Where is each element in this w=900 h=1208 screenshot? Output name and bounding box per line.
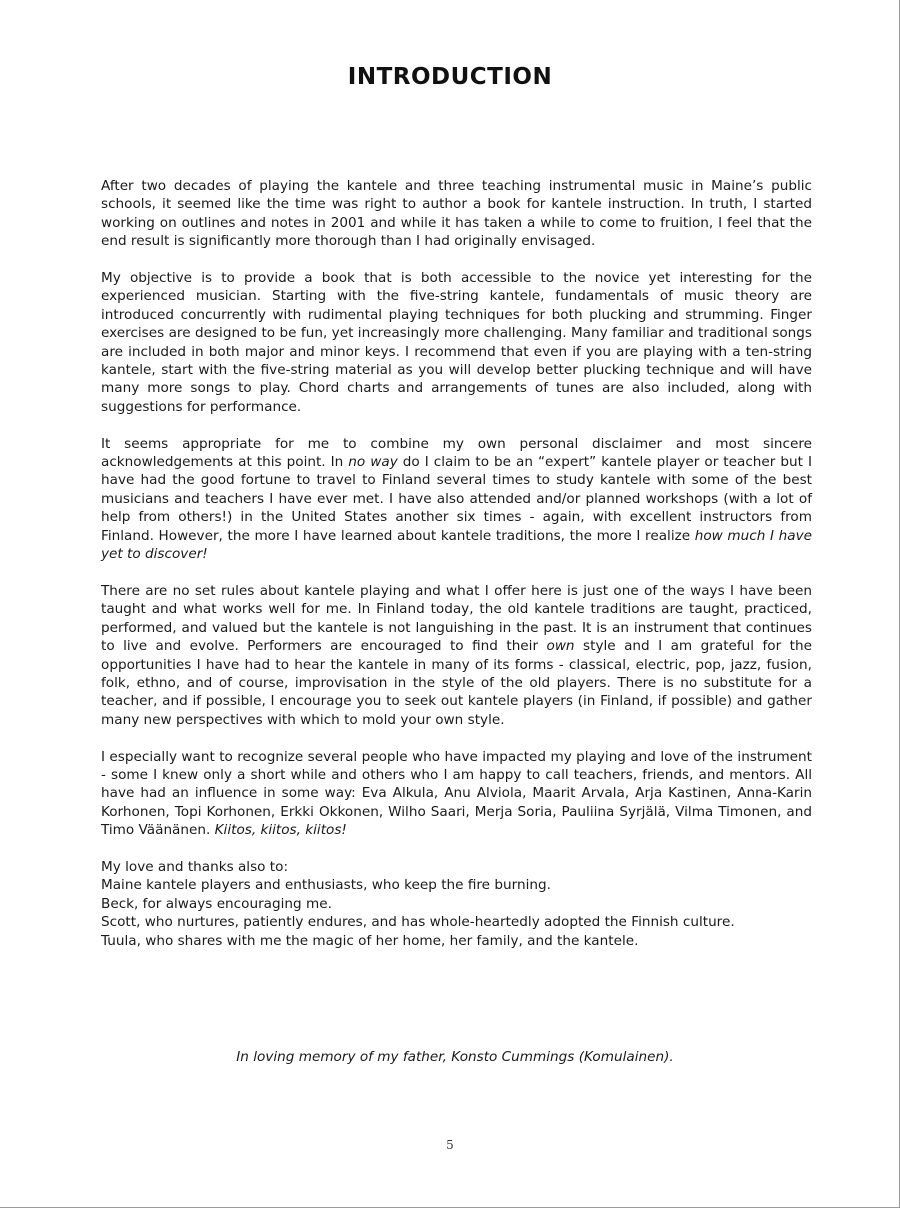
- paragraph-3-text-a: It seems appropriate for me to combine my own personal disclaimer and most sincere acknowledgements at this point. In: [101, 435, 812, 471]
- paragraph-5: [101, 748, 812, 840]
- paragraph-3-emphasis-discover: how much I have yet to discover!: [101, 527, 812, 563]
- paragraph-3: [101, 435, 812, 564]
- body-text: [101, 177, 812, 950]
- paragraph-5-emphasis-kiitos: Kiitos, kiitos, kiitos!: [214, 822, 347, 839]
- page-number: 5: [446, 1138, 454, 1152]
- paragraph-4-emphasis-own: own: [546, 638, 575, 655]
- thanks-line: Beck, for always encouraging me.: [101, 895, 332, 912]
- thanks-list: [101, 858, 812, 950]
- page-title: INTRODUCTION: [347, 64, 553, 90]
- paragraph-4-text-c: style and I am grateful for the opportunities I have had to hear the kantele in many of its forms - classical, electric, pop, jazz, fusion, folk, ethno, and of course, improvisation in the style of the old players. There is no substitute for a teacher, and if possible, I encourage you to seek out kantele players (in Finland, if possible) and gather many new perspectives with which to mold your own style.: [101, 638, 812, 728]
- paragraph-3-text-c: do I claim to be an “expert” kantele player or teacher but I have had the good fortune to travel to Finland several times to study kantele with some of the best musicians and teachers I have ever met. I have also attended and/or planned workshops (with a lot of help from others!) in the United States another six times - again, with excellent instructors from Finland. However, the more I have learned about kantele traditions, the more I realize: [101, 454, 812, 544]
- paragraph-1: After two decades of playing the kantele and three teaching instrumental music in Maine’s public schools, it seemed like the time was right to author a book for kantele instruction. In truth, I started working on outlines and notes in 2001 and while it has taken a while to come to fruition, I feel that the end result is significantly more thorough than I had originally envisaged.: [101, 178, 812, 250]
- thanks-line: Tuula, who shares with me the magic of her home, her family, and the kantele.: [101, 932, 639, 949]
- thanks-line: Scott, who nurtures, patiently endures, and has whole-heartedly adopted the Finnish culture.: [101, 914, 735, 931]
- dedication: In loving memory of my father, Konsto Cummings (Komulainen).: [236, 1049, 674, 1065]
- paragraph-4-text-a: There are no set rules about kantele playing and what I offer here is just one of the ways I have been taught and what works well for me. In Finland today, the old kantele traditions are taught, practiced, performed, and valued but the kantele is not languishing in the past. It is an instrument that continues to live and evolve. Performers are encouraged to find their: [101, 582, 812, 655]
- thanks-line: Maine kantele players and enthusiasts, who keep the fire burning.: [101, 877, 551, 894]
- paragraph-2: My objective is to provide a book that is both accessible to the novice yet interesting for the experienced musician. Starting with the five-string kantele, fundamentals of music theory are introduced concurrently with rudimental playing techniques for both plucking and strumming. Finger exercises are designed to be fun, yet increasingly more challenging. Many familiar and traditional songs are included in both major and minor keys. I recommend that even if you are playing with a ten-string kantele, start with the five-string material as you will develop better plucking technique and will have many more songs to play. Chord charts and arrangements of tunes are also included, along with suggestions for performance.: [101, 270, 812, 415]
- thanks-intro: My love and thanks also to:: [101, 858, 289, 875]
- paragraph-3-emphasis-no-way: no way: [348, 454, 398, 471]
- paragraph-5-text-a: I especially want to recognize several people who have impacted my playing and love of the instrument - some I knew only a short while and others who I am happy to call teachers, friends, and mentors. All have had an influence in some way: Eva Alkula, Anu Alviola, Maarit Arvala, Arja Kastinen, Anna-Karin Korhonen, Topi Korhonen, Erkki Okkonen, Wilho Saari, Merja Soria, Pauliina Syrjälä, Vilma Timonen, and Timo Väänänen.: [101, 748, 812, 839]
- paragraph-4: [101, 582, 812, 729]
